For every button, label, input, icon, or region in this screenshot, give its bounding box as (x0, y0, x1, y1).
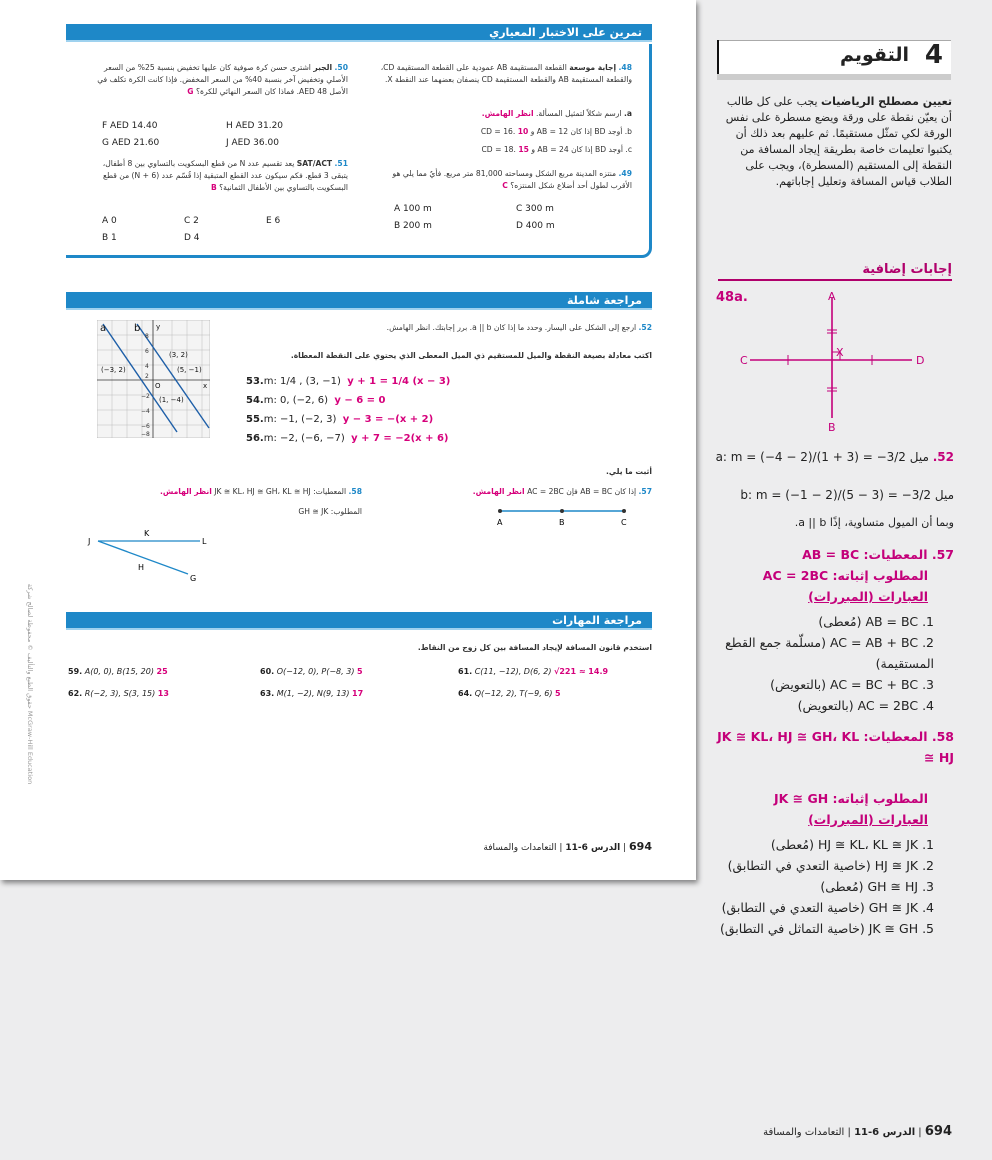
graph-label-b: b (134, 323, 141, 334)
dist-64-answer: 5 (555, 689, 561, 698)
equations-list (246, 372, 450, 448)
fig-label-c: C (740, 354, 748, 367)
q52-text: ارجع إلى الشكل على اليسار. وحدد ما إذا كان a || b. برر إجابتك. انظر الهامش. (386, 323, 637, 332)
answer-57-given: 57. المعطيات: AB = BC (802, 547, 954, 562)
q51-option-c: C 2 (184, 216, 199, 226)
q57-pt-a: A (497, 518, 503, 527)
graph-tick-n8: −8 (141, 431, 150, 438)
dist-60-pts: O(−12, 0), P(−8, 3) (276, 667, 355, 676)
dist-64-pts: Q(−12, 2), T(−9, 6) (474, 689, 553, 698)
answer-57-prove: المطلوب إثباته: AC = 2BC (762, 568, 928, 583)
q49-answer: C (502, 181, 508, 190)
para-text: يجب على كل طالب أن يعيّن نقطة على ورقة ويضع مسطرة على نفس الورقة لكي تمثّل مستقيمًا. ثم عليهم بعد ذلك أن يكتبوا تعليمات خاصة بطريقة إيجاد المسافة من النقطة إلى المستقيم (المسطرة)، ويجب على الطلاب قياس المسافة وتعليل إجاباتهم. (725, 95, 952, 188)
para-heading: تعيين مصطلح الرياضيات (821, 95, 952, 108)
answer-58-given: 58. المعطيات: JK ≅ KL، HJ ≅ GH، KL ≅ HJ (717, 729, 954, 765)
eq-55-num: 55. (246, 414, 264, 425)
answer-57-columns: العبارات (المبررات) (808, 589, 928, 604)
answer-52-slope-a: ميل a: m = (−4 − 2)/(1 + 3) = −3/2 (715, 450, 929, 464)
q57-num: 57. (638, 487, 652, 496)
q51-option-b: B 1 (102, 233, 117, 243)
graph-label-x: x (203, 382, 208, 390)
coordinate-graph (97, 320, 210, 438)
q51-answer: B (210, 183, 217, 192)
review-bar: مراجعة شاملة (66, 292, 652, 310)
answer-57-step-1: 1. AB = BC (مُعطى) (818, 614, 934, 629)
q52 (230, 322, 652, 334)
q51-option-d: D 4 (184, 233, 200, 243)
eq-54-answer: y − 6 = 0 (334, 395, 386, 406)
extra-answers-title: إجابات إضافية (718, 262, 952, 281)
page-footer-num: 694 (629, 840, 652, 853)
q58-pt-j: J (88, 537, 91, 546)
dist-59 (68, 662, 168, 682)
main-footer-title: التعامدات والمسافة (763, 1127, 845, 1138)
main-footer: 694 | الدرس 6-11 | التعامدات والمسافة (763, 1124, 952, 1139)
page-footer-title: التعامدات والمسافة (483, 843, 557, 853)
dist-60-answer: 5 (356, 667, 363, 676)
eq-53 (246, 372, 450, 391)
dist-62-num: 62. (68, 689, 83, 698)
eq-54-num: 54. (246, 395, 264, 406)
q58-num: 58. (348, 487, 362, 496)
answer-58-prove: المطلوب إثباته: JK ≅ GH (773, 791, 928, 806)
graph-pt-3: (5, −1) (177, 366, 202, 374)
prove-heading: أثبت ما يلي. (606, 467, 652, 476)
graph-pt-2: (−3, 2) (101, 366, 126, 374)
q49-option-d: D 400 m (516, 221, 555, 231)
dist-63-answer: 17 (352, 689, 364, 698)
graph-tick-4: 4 (145, 363, 149, 370)
fig-label-a: A (828, 290, 836, 303)
q48a-answer: انظر الهامش. (481, 109, 534, 118)
dist-61-answer: √221 ≈ 14.9 (554, 667, 609, 676)
q48b (370, 126, 632, 138)
dist-59-pts: A(0, 0), B(15, 20) (84, 667, 154, 676)
q48b-text: b. أوجد BD إذا كان AB = 12 و CD = 16. (480, 127, 632, 136)
answer-57-step-3: 3. AC = BC + BC (بالتعويض) (770, 677, 934, 692)
eq-55-given: m: −1, (−2, 3) (263, 414, 337, 425)
q48-text: القطعة المستقيمة AB عمودية على القطعة المستقيمة CD، والقطعة المستقيمة AB والقطعة المستقيمة CD ينصفان بعضهما عند النقطة X. (380, 63, 632, 84)
dist-64-num: 64. (458, 689, 473, 698)
q51-option-e: E 6 (266, 216, 281, 226)
q57-segment (494, 504, 630, 528)
eq-55 (246, 410, 450, 429)
q57-pt-c: C (621, 518, 627, 527)
dist-62 (68, 684, 169, 704)
answer-52-slope-b: ميل b: m = (−1 − 2)/(5 − 3) = −3/2 (740, 488, 954, 502)
answer-52-conclusion: وبما أن الميول متساوية، إذًا a || b. (794, 516, 954, 529)
q50-option-h: H AED 31.20 (226, 121, 284, 131)
eq-56-num: 56. (246, 433, 264, 444)
chapter-title: التقويم (839, 44, 909, 66)
q58-answer: انظر الهامش. (159, 487, 212, 496)
fig-label-d: D (916, 354, 925, 367)
dist-62-pts: R(−2, 3), S(3, 15) (84, 689, 156, 698)
eq-53-answer: y + 1 = 1/4 (x − 3) (347, 376, 451, 387)
skills-instructions: استخدم قانون المسافة لإيجاد المسافة بين كل زوج من النقاط. (417, 643, 652, 652)
q51 (92, 158, 348, 194)
answer-57 (710, 544, 954, 716)
fig-label-b: B (828, 421, 836, 434)
dist-61 (458, 662, 608, 682)
q57-answer: انظر الهامش. (472, 487, 525, 496)
dist-59-num: 59. (68, 667, 83, 676)
dist-61-pts: C(11, −12), D(6, 2) (474, 667, 552, 676)
graph-label-y: y (156, 323, 161, 331)
graph-tick-8: 8 (145, 333, 149, 340)
graph-tick-n6: −6 (141, 423, 150, 430)
answer-57-step-4: 4. AC = 2BC (بالتعويض) (797, 698, 934, 713)
q50-option-f: F AED 14.40 (102, 121, 158, 131)
main-footer-lesson: الدرس 6-11 (854, 1127, 916, 1138)
q58-pt-k: K (144, 529, 150, 538)
q52-num: 52. (638, 323, 652, 332)
answer-58-step-2: 2. HJ ≅ JK (خاصية التعدي في التطابق) (727, 858, 934, 873)
q50-option-j: J AED 36.00 (226, 138, 279, 148)
dist-63 (260, 684, 363, 704)
dist-62-answer: 13 (157, 689, 169, 698)
answer-52 (710, 446, 954, 534)
q50 (92, 62, 348, 98)
answer-52-num: 52. (932, 450, 954, 464)
answer-58-step-5: 5. JK ≅ GH (خاصية التماثل في التطابق) (719, 921, 934, 936)
answer-52-line1 (710, 446, 954, 468)
q51-head: SAT/ACT (296, 159, 333, 168)
eq-56-answer: y + 7 = −2(x + 6) (351, 433, 449, 444)
dist-60 (260, 662, 363, 682)
page-footer-lesson: الدرس 6-11 (565, 843, 621, 853)
answer-58-step-1: 1. HJ ≅ KL، KL ≅ JK (مُعطى) (770, 837, 934, 852)
q49-option-c: C 300 m (516, 204, 554, 214)
eq-55-answer: y − 3 = −(x + 2) (342, 414, 434, 425)
eq-53-num: 53. (246, 376, 264, 387)
graph-label-a: a (100, 323, 107, 334)
eq-53-given: m: 1/4 , (3, −1) (263, 376, 341, 387)
skills-bar: مراجعة المهارات (66, 612, 652, 630)
q58-pt-l: L (202, 537, 207, 546)
q48-head: إجابة موسعة (569, 63, 617, 72)
q48a-label: a. (623, 109, 632, 118)
eq-54 (246, 391, 450, 410)
q50-head: الجبر (313, 63, 333, 72)
answer-58-columns: العبارات (المبررات) (808, 812, 928, 827)
q58-pt-h: H (138, 563, 145, 572)
q51-text: يعد تقسيم عدد N من قطع البسكويت بالتساوي بين 8 أطفال، يتبقى 3 قطع. فكم سيكون عدد القطع المتبقية إذا قُسّم عدد (N + 6) من قطع البسكويت بالتساوي بين الأطفال الثمانية؟ (102, 159, 348, 192)
dist-63-pts: M(1, −2), N(9, 13) (276, 689, 350, 698)
q48c-answer: 15 (518, 145, 529, 154)
assessment-paragraph (718, 94, 952, 190)
answer-58 (710, 726, 954, 939)
dist-60-num: 60. (260, 667, 275, 676)
main-footer-num: 694 (924, 1124, 952, 1139)
dist-63-num: 63. (260, 689, 275, 698)
q49-num: 49. (618, 169, 632, 178)
q50-text: اشترى حسن كرة صوفية كان عليها تخفيض بنسبة 25% من السعر الأصلي وتخفيض آخر بنسبة 40% من السعر المخفض. فإذا كانت الكرة تكلف في الأصل AED 48. فماذا كان السعر النهائي للكرة؟ (97, 63, 348, 96)
q51-option-a: A 0 (102, 216, 117, 226)
std-test-bar: تمرين على الاختبار المعياري (66, 24, 652, 42)
dist-61-num: 61. (458, 667, 473, 676)
eq-54-given: m: 0, (−2, 6) (263, 395, 328, 406)
q49-option-a: A 100 m (394, 204, 432, 214)
eq-56 (246, 429, 450, 448)
chapter-rule (717, 74, 951, 80)
answer-58-step-3: 3. GH ≅ HJ (مُعطى) (820, 879, 934, 894)
graph-tick-n4: −4 (141, 408, 150, 415)
dist-59-answer: 25 (156, 667, 168, 676)
q58-prove: المطلوب: GH ≅ JK (298, 507, 362, 516)
answer-48a-figure (736, 290, 936, 434)
q49-option-b: B 200 m (394, 221, 432, 231)
q50-answer: G (187, 87, 194, 96)
q57-pt-b: B (559, 518, 565, 527)
q57-text: إذا كان AB = BC فإن AC = 2BC (527, 487, 637, 496)
dist-64 (458, 684, 561, 704)
q50-num: 50. (334, 63, 348, 72)
slope-instructions: اكتب معادلة بصيغة النقطة والميل للمستقيم ذي الميل المعطى الذي يحتوي على النقطة المعطاة. (290, 351, 652, 360)
q58-given: المعطيات: JK ≅ KL، HJ ≅ GH، KL ≅ HJ (214, 487, 347, 496)
graph-pt-4: (1, −4) (159, 396, 184, 404)
eq-56-given: m: −2, (−6, −7) (263, 433, 345, 444)
answer-57-step-2: 2. AC = AB + BC (مسلّمة جمع القطع المستقيمة) (725, 635, 934, 671)
q58-pt-g: G (190, 574, 197, 583)
copyright: حقوق الطبع والتأليف © محفوظة لصالح شركة McGraw-Hill Education (26, 583, 34, 785)
answer-48a-label: 48a. (716, 290, 748, 305)
q48-num: 48. (618, 63, 632, 72)
graph-tick-n2: −2 (141, 393, 150, 400)
q51-num: 51. (334, 159, 348, 168)
graph-origin: O (155, 382, 161, 390)
page-footer: 694 | الدرس 6-11 | التعامدات والمسافة (483, 840, 652, 853)
q48a (370, 108, 632, 120)
graph-tick-2: 2 (145, 373, 149, 380)
q50-option-g: G AED 21.60 (102, 138, 160, 148)
q49 (370, 168, 632, 192)
q48c (370, 144, 632, 156)
fig-label-x: X (836, 346, 844, 359)
q48a-text: ارسم شكلاً لتمثيل المسألة. (536, 109, 622, 118)
q48c-text: c. أوجد BD إذا كان AB = 24 و CD = 18. (481, 145, 632, 154)
q48b-answer: 10 (517, 127, 529, 136)
q48 (370, 62, 632, 86)
answer-58-step-4: 4. GH ≅ JK (خاصية التعدي في التطابق) (721, 900, 934, 915)
q49-text: منتزه المدينة مربع الشكل ومساحته 81,000 متر مربع. فأيٌ مما يلي هو الأقرب لطول أحد أضلاع شكل المنتزه؟ (392, 169, 632, 190)
chapter-number: 4 (924, 40, 943, 70)
graph-pt-1: (3, 2) (169, 351, 188, 359)
chapter-header (717, 40, 951, 74)
graph-tick-6: 6 (145, 348, 149, 355)
q57 (404, 486, 652, 498)
q58 (90, 486, 362, 498)
q58-figure (86, 528, 216, 584)
